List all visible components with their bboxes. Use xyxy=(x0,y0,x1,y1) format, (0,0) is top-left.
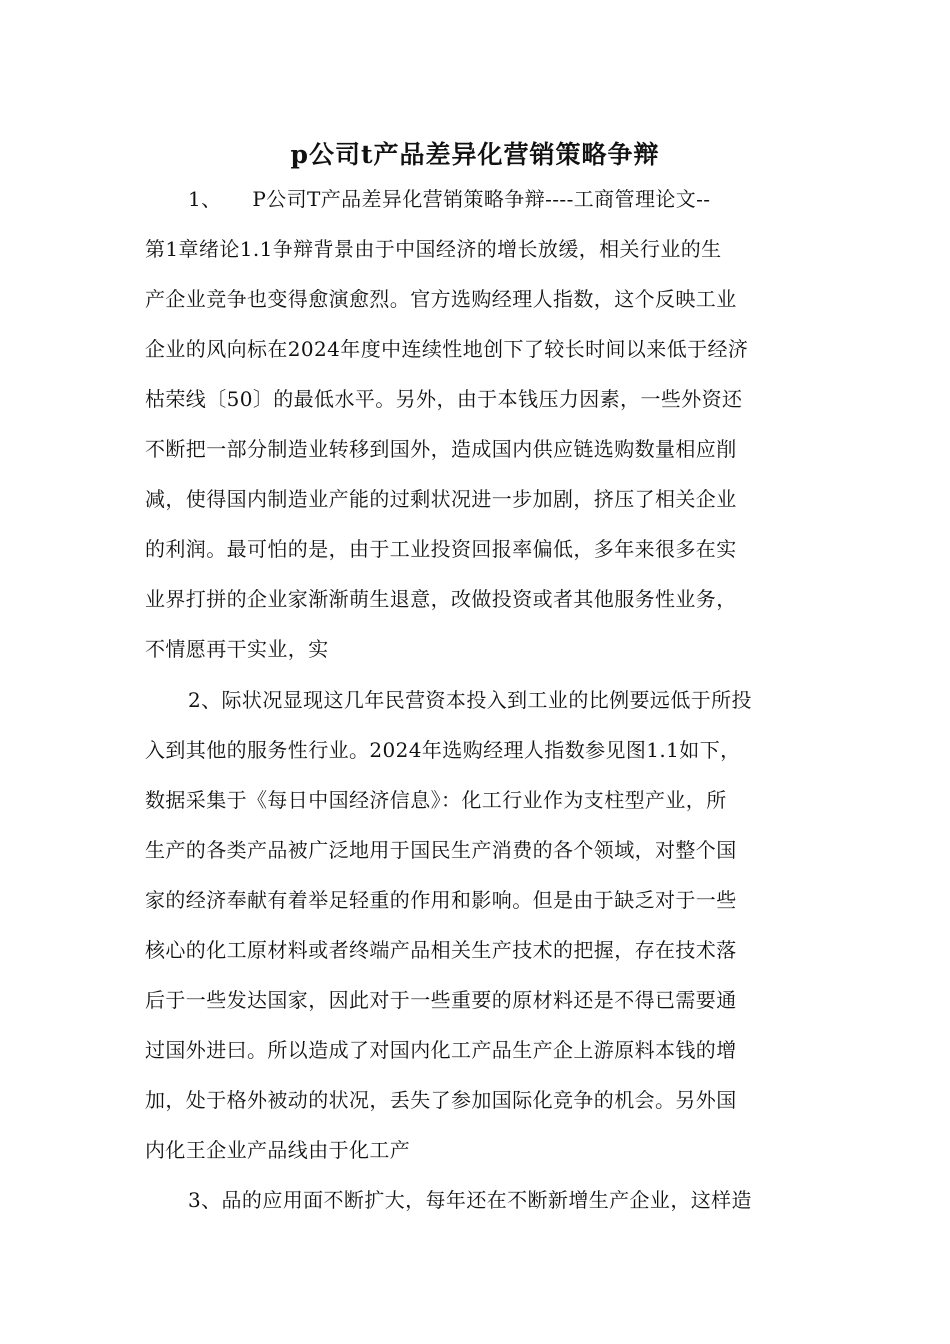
paragraph-2-line: 生产的各类产品被广泛地用于国民生产消费的各个领域，对整个国 xyxy=(145,838,737,862)
paragraph-1-line: 产企业竞争也变得愈演愈烈。官方选购经理人指数，这个反映工业 xyxy=(145,287,737,311)
paragraph-1-line: 的利润。最可怕的是，由于工业投资回报率偏低，多年来很多在实 xyxy=(145,537,737,561)
paragraph-2-line: 入到其他的服务性行业。2024年选购经理人指数参见图1.1如下， xyxy=(145,738,741,762)
paragraph-1-line: 企业的风向标在2024年度中连续性地创下了较长时间以来低于经济 xyxy=(145,337,749,361)
paragraph-2-line: 数据采集于《每日中国经济信息》：化工行业作为支柱型产业，所 xyxy=(145,788,727,812)
paragraph-2-line: 加，处于格外被动的状况，丢失了参加国际化竞争的机会。另外国 xyxy=(145,1088,737,1112)
paragraph-1-line: 减，使得国内制造业产能的过剩状况进一步加剧，挤压了相关企业 xyxy=(145,487,737,511)
paragraph-1-line: 不情愿再干实业，实 xyxy=(145,637,329,661)
paragraph-2-line: 核心的化工原材料或者终端产品相关生产技术的把握，存在技术落 xyxy=(145,938,737,962)
paragraph-2-line: 后于一些发达国家，因此对于一些重要的原材料还是不得已需要通 xyxy=(145,988,737,1012)
paragraph-1-line: 第1章绪论1.1争辩背景由于中国经济的增长放缓，相关行业的生 xyxy=(145,237,722,261)
paragraph-2-line: 家的经济奉献有着举足轻重的作用和影响。但是由于缺乏对于一些 xyxy=(145,888,737,912)
paragraph-1-line: 业界打拼的企业家渐渐萌生退意，改做投资或者其他服务性业务， xyxy=(145,587,737,611)
paragraph-1-line: 1、 P公司T产品差异化营销策略争辩----工商管理论文-- xyxy=(188,187,711,211)
paragraph-1-line: 不断把一部分制造业转移到国外，造成国内供应链选购数量相应削 xyxy=(145,437,737,461)
paragraph-2-line: 内化王企业产品线由于化工产 xyxy=(145,1138,411,1162)
paragraph-2-line: 2、际状况显现这几年民营资本投入到工业的比例要远低于所投 xyxy=(188,688,752,712)
paragraph-1-line: 枯荣线〔50〕的最低水平。另外，由于本钱压力因素，一些外资还 xyxy=(145,387,743,411)
document-title: p公司t产品差异化营销策略争辩 xyxy=(290,140,660,169)
paragraph-2-line: 过国外进曰。所以造成了对国内化工产品生产企上游原料本钱的增 xyxy=(145,1038,737,1062)
paragraph-3-line: 3、品的应用面不断扩大，每年还在不断新增生产企业，这样造 xyxy=(188,1188,752,1212)
